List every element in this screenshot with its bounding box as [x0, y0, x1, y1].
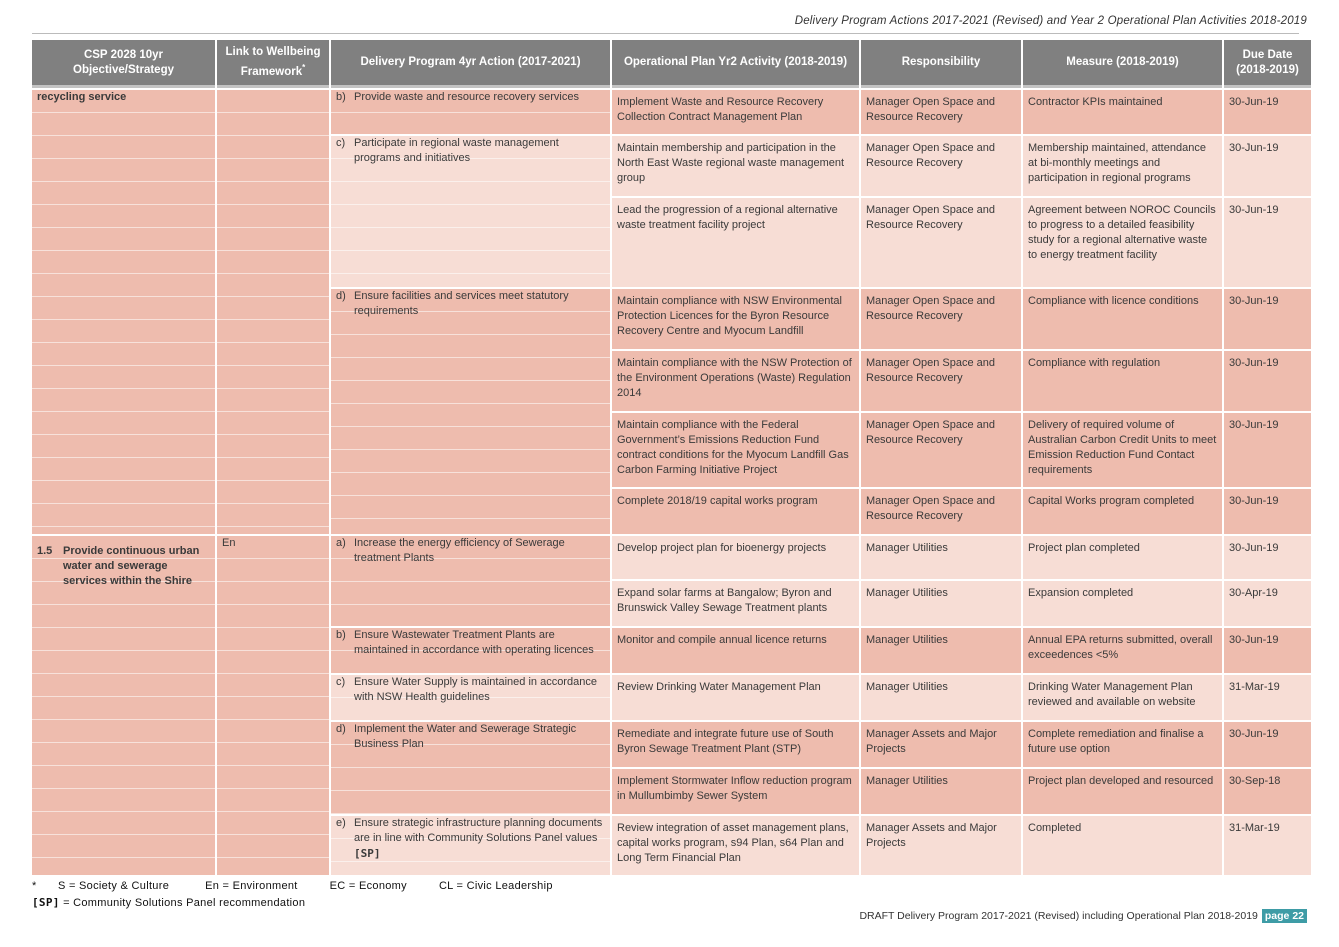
action-letter: e) — [336, 817, 346, 829]
action-letter: c) — [336, 137, 346, 149]
measure-cell: Capital Works program completed — [1023, 489, 1222, 534]
activity-cell: Monitor and compile annual licence returns — [612, 628, 859, 673]
legend-text: S = Society & Culture — [57, 880, 170, 892]
measure-cell: Complete remediation and finalise a future use option — [1023, 722, 1222, 767]
activity-cell: Review integration of asset management plans, capital works program, s94 Plan, s64 Plan and Long Term Financial Plan — [612, 816, 859, 875]
action-letter: b) — [336, 91, 346, 103]
responsibility-cell: Manager Utilities — [861, 769, 1021, 814]
action-cell — [331, 90, 610, 134]
responsibility-cell: Manager Assets and Major Projects — [861, 722, 1021, 767]
action-text: Increase the energy efficiency of Sewerage treatment Plants — [354, 537, 565, 564]
action-letter: b) — [336, 629, 346, 641]
due-date-cell: 30-Jun-19 — [1224, 628, 1311, 673]
responsibility-cell: Manager Utilities — [861, 628, 1021, 673]
activity-cell: Remediate and integrate future use of South Byron Sewage Treatment Plant (STP) — [612, 722, 859, 767]
responsibility-cell: Manager Utilities — [861, 536, 1021, 579]
csp-objective-number: 1.5 — [37, 545, 53, 557]
legend-item — [32, 880, 187, 892]
due-date-cell: 30-Jun-19 — [1224, 351, 1311, 411]
legend-footnote — [32, 880, 571, 892]
action-text: Ensure Water Supply is maintained in accordance with NSW Health guidelines — [354, 676, 597, 703]
measure-cell: Expansion completed — [1023, 581, 1222, 626]
activity-cell: Lead the progression of a regional alternative waste treatment facility project — [612, 198, 859, 287]
col-header-measure: Measure (2018-2019) — [1023, 40, 1222, 88]
action-text: Implement the Water and Sewerage Strategic Business Plan — [354, 723, 577, 750]
legend-mark: * — [32, 880, 37, 892]
footer-text: DRAFT Delivery Program 2017-2021 (Revised) including Operational Plan 2018-2019 — [859, 910, 1258, 922]
action-cell — [331, 289, 610, 534]
wellbeing-footnote-mark: * — [302, 63, 306, 73]
measure-cell: Agreement between NOROC Councils to progress to a detailed feasibility study for a regional alternative waste to energy treatment facility — [1023, 198, 1222, 287]
wellbeing-cell — [217, 90, 329, 534]
header-rule — [32, 33, 1299, 34]
csp-objective-cell — [32, 536, 215, 875]
col-header-action: Delivery Program 4yr Action (2017-2021) — [331, 40, 610, 88]
action-cell — [331, 136, 610, 287]
due-date-cell: 30-Jun-19 — [1224, 722, 1311, 767]
responsibility-cell: Manager Open Space and Resource Recovery — [861, 198, 1021, 287]
wellbeing-cell: En — [217, 536, 329, 875]
due-date-cell: 30-Jun-19 — [1224, 90, 1311, 134]
measure-cell: Contractor KPIs maintained — [1023, 90, 1222, 134]
activity-cell: Maintain compliance with the NSW Protection of the Environment Operations (Waste) Regulation 2014 — [612, 351, 859, 411]
due-date-cell: 30-Sep-18 — [1224, 769, 1311, 814]
due-date-cell: 31-Mar-19 — [1224, 816, 1311, 875]
activity-cell: Implement Waste and Resource Recovery Collection Contract Management Plan — [612, 90, 859, 134]
measure-cell: Delivery of required volume of Australian Carbon Credit Units to meet Emission Reduction Fund Contact requirements — [1023, 413, 1222, 487]
action-cell — [331, 628, 610, 673]
activity-cell: Develop project plan for bioenergy projects — [612, 536, 859, 579]
responsibility-cell: Manager Utilities — [861, 675, 1021, 720]
plan-table — [32, 40, 1311, 875]
activity-cell: Maintain membership and participation in the North East Waste regional waste management group — [612, 136, 859, 196]
measure-cell: Compliance with regulation — [1023, 351, 1222, 411]
activity-cell: Maintain compliance with the Federal Government’s Emissions Reduction Fund contract conditions for the Myocum Landfill Gas Carbon Farming Initiative Project — [612, 413, 859, 487]
action-text: Participate in regional waste management programs and initiatives — [354, 137, 559, 164]
col-header-csp: CSP 2028 10yr Objective/Strategy — [32, 40, 215, 88]
sp-footnote — [32, 896, 305, 909]
responsibility-cell: Manager Open Space and Resource Recovery — [861, 289, 1021, 349]
action-letter: a) — [336, 537, 346, 549]
action-letter: d) — [336, 723, 346, 735]
responsibility-cell: Manager Open Space and Resource Recovery — [861, 489, 1021, 534]
legend-item: CL = Civic Leadership — [438, 880, 553, 892]
col-header-responsibility: Responsibility — [861, 40, 1021, 88]
action-letter: c) — [336, 676, 346, 688]
action-cell — [331, 722, 610, 814]
col-header-wellbeing-label: Link to Wellbeing Framework — [225, 46, 321, 78]
sp-footnote-text: = Community Solutions Panel recommendation — [63, 897, 306, 909]
activity-cell: Maintain compliance with NSW Environmental Protection Licences for the Byron Resource Recovery Centre and Myocum Landfill — [612, 289, 859, 349]
action-text: Ensure facilities and services meet statutory requirements — [354, 290, 569, 317]
due-date-cell: 30-Jun-19 — [1224, 489, 1311, 534]
measure-cell: Drinking Water Management Plan reviewed and available on website — [1023, 675, 1222, 720]
responsibility-cell: Manager Utilities — [861, 581, 1021, 626]
measure-cell: Project plan developed and resourced — [1023, 769, 1222, 814]
col-header-wellbeing — [217, 40, 329, 88]
due-date-cell: 30-Jun-19 — [1224, 536, 1311, 579]
csp-objective-cell: recycling service — [32, 90, 215, 534]
page-footer — [859, 909, 1307, 923]
running-header: Delivery Program Actions 2017-2021 (Revised) and Year 2 Operational Plan Activities 2018-2019 — [794, 15, 1307, 27]
due-date-cell: 31-Mar-19 — [1224, 675, 1311, 720]
due-date-cell: 30-Jun-19 — [1224, 289, 1311, 349]
responsibility-cell: Manager Open Space and Resource Recovery — [861, 90, 1021, 134]
responsibility-cell: Manager Open Space and Resource Recovery — [861, 351, 1021, 411]
action-text: Provide waste and resource recovery services — [354, 91, 579, 103]
sp-tag: [SP] — [354, 847, 381, 860]
action-cell — [331, 816, 610, 875]
responsibility-cell: Manager Open Space and Resource Recovery — [861, 413, 1021, 487]
action-letter: d) — [336, 290, 346, 302]
measure-cell: Project plan completed — [1023, 536, 1222, 579]
action-cell — [331, 675, 610, 720]
measure-cell: Compliance with licence conditions — [1023, 289, 1222, 349]
due-date-cell: 30-Jun-19 — [1224, 198, 1311, 287]
legend-item: EC = Economy — [329, 880, 407, 892]
responsibility-cell: Manager Open Space and Resource Recovery — [861, 136, 1021, 196]
col-header-due-date: Due Date (2018-2019) — [1224, 40, 1311, 88]
measure-cell: Annual EPA returns submitted, overall exceedences <5% — [1023, 628, 1222, 673]
measure-cell: Completed — [1023, 816, 1222, 875]
measure-cell: Membership maintained, attendance at bi-monthly meetings and participation in regional programs — [1023, 136, 1222, 196]
sp-footnote-tag: [SP] — [32, 896, 60, 909]
page-number: page 22 — [1262, 909, 1307, 923]
legend-item: En = Environment — [205, 880, 298, 892]
action-text: Ensure strategic infrastructure planning documents are in line with Community Solutions Panel values — [354, 817, 603, 844]
activity-cell: Implement Stormwater Inflow reduction program in Mullumbimby Sewer System — [612, 769, 859, 814]
due-date-cell: 30-Apr-19 — [1224, 581, 1311, 626]
responsibility-cell: Manager Assets and Major Projects — [861, 816, 1021, 875]
action-cell — [331, 536, 610, 626]
due-date-cell: 30-Jun-19 — [1224, 413, 1311, 487]
action-text: Ensure Wastewater Treatment Plants are maintained in accordance with operating licences — [354, 629, 594, 656]
due-date-cell: 30-Jun-19 — [1224, 136, 1311, 196]
activity-cell: Complete 2018/19 capital works program — [612, 489, 859, 534]
col-header-activity: Operational Plan Yr2 Activity (2018-2019) — [612, 40, 859, 88]
activity-cell: Expand solar farms at Bangalow; Byron and Brunswick Valley Sewage Treatment plants — [612, 581, 859, 626]
csp-objective-text: Provide continuous urban water and sewerage services within the Shire — [63, 545, 200, 587]
activity-cell: Review Drinking Water Management Plan — [612, 675, 859, 720]
